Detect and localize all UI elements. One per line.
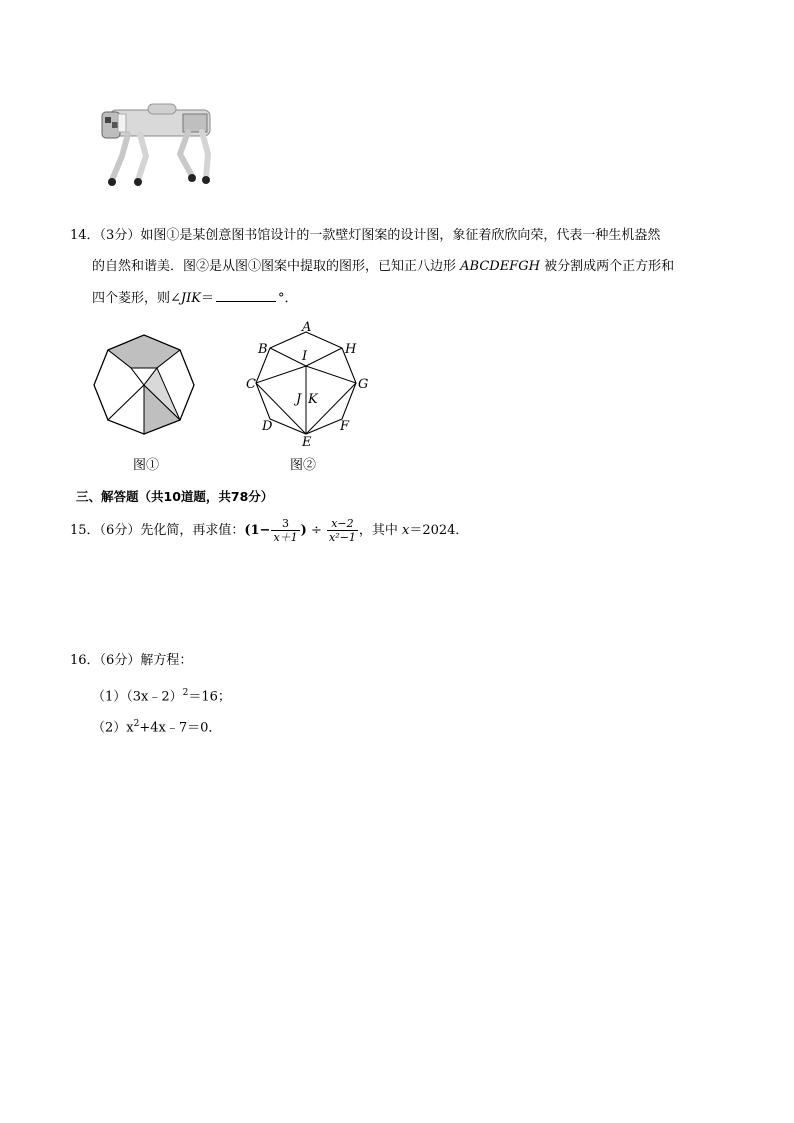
q16-sub1-expr: （3x﹣2）	[126, 689, 183, 705]
q16-score: （6分）	[99, 653, 141, 668]
q16-sub1	[92, 682, 231, 708]
q16-sub2-x: x	[126, 720, 134, 736]
q16-number: 16．	[70, 653, 100, 668]
q14-text-line2-post: 被分割成两个正方形和	[539, 259, 675, 274]
q16-sub2-rest: +4x﹣7＝0．	[139, 720, 222, 736]
q14-score: （3分）	[99, 228, 141, 243]
label-A: A	[302, 320, 312, 335]
q15-tail: ，其中	[358, 523, 402, 538]
divide-sign: ÷	[310, 523, 322, 538]
answer-blank[interactable]	[216, 287, 276, 302]
label-G: G	[358, 377, 369, 392]
label-I: I	[302, 349, 308, 364]
q15-line	[70, 514, 468, 548]
q15-score: （6分）	[99, 523, 141, 538]
figure-1-caption: 图①	[133, 458, 160, 473]
q15-variable: x	[401, 523, 410, 538]
q14-line2	[92, 256, 674, 278]
fraction-1	[271, 517, 299, 544]
q14-line1	[70, 225, 660, 247]
q14-text-line3: 四个菱形，则∠	[92, 291, 181, 306]
paren-open: (1−	[244, 523, 271, 538]
robot-dog-image	[88, 100, 228, 192]
degree-unit: °．	[277, 291, 298, 306]
q16-text: 解方程：	[140, 653, 193, 668]
fraction-1-denominator: x＋1	[273, 531, 298, 544]
fraction-1-numerator: 3	[271, 517, 299, 531]
q16-line	[70, 650, 192, 672]
q14-text-line1: 如图①是某创意图书馆设计的一款壁灯图案的设计图，象征着欣欣向荣，代表一种生机盎然	[140, 228, 661, 243]
octagon-name: ABCDEFGH	[460, 259, 540, 274]
paren-close: )	[300, 523, 307, 538]
angle-name: JIK	[180, 291, 201, 306]
q16-sub1-label: （1）	[92, 689, 127, 705]
fraction-2	[327, 517, 358, 544]
q16-sub2	[92, 713, 221, 739]
q16-sub1-rest: ＝16；	[188, 689, 231, 705]
figure-2-caption: 图②	[290, 458, 317, 473]
section-3-title: 三、解答题（共10道题，共78分）	[76, 489, 274, 504]
q14-text-line2: 的自然和谐美．图②是从图①图案中提取的图形，已知正八边形	[92, 259, 461, 274]
label-F: F	[340, 419, 350, 434]
q16-sub2-exponent: 2	[133, 719, 140, 729]
label-K: K	[308, 392, 318, 407]
figure-1-lamp-pattern	[90, 333, 198, 437]
q15-value: ＝2024．	[409, 523, 469, 538]
fraction-2-denominator: x²−1	[328, 531, 356, 544]
fraction-2-numerator: x−2	[327, 517, 358, 531]
label-D: D	[262, 419, 273, 434]
label-J: J	[296, 392, 302, 407]
label-C: C	[246, 377, 256, 392]
label-B: B	[258, 342, 268, 357]
equals-sign: ＝	[200, 291, 214, 306]
q15-number: 15．	[70, 523, 100, 538]
q16-sub2-label: （2）	[92, 720, 127, 736]
q14-line3	[92, 287, 298, 310]
q14-number: 14．	[70, 228, 100, 243]
label-H: H	[345, 342, 357, 357]
label-E: E	[302, 435, 312, 450]
q15-text: 先化简，再求值：	[140, 523, 245, 538]
figure-2-octagon	[240, 318, 375, 450]
q16-sub1-exponent: 2	[182, 688, 189, 698]
